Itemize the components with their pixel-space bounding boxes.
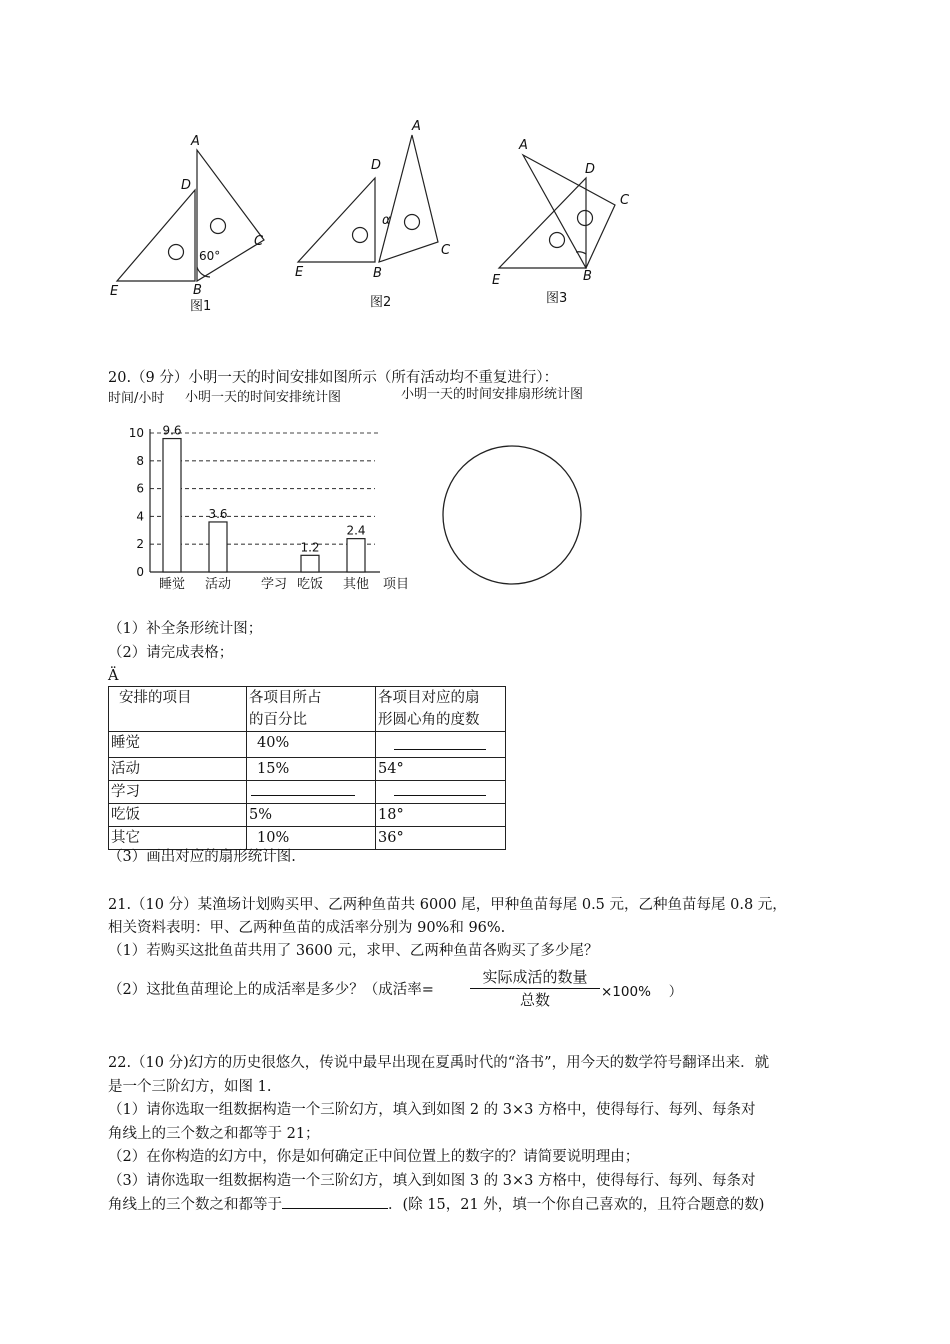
q22-sub2: （2）在你构造的幻方中，你是如何确定正中间位置上的数字的？请简要说明理由； [108,1149,640,1165]
table-cell: 吃饭 [109,804,247,827]
q22-sub3b-suffix: ．(除 15，21 外，填一个你自己喜欢的，且符合题意的数) [388,1197,765,1213]
bar [209,522,227,572]
fig3-label-b: B [583,269,592,284]
fig2-set-square-45 [298,178,375,262]
q21-sub1: （1）若购买这批鱼苗共用了 3600 元，求甲、乙两种鱼苗各购买了多少尾？ [108,943,599,959]
fig1-label-d: D [181,178,192,193]
q22-line2: 是一个三阶幻方，如图 1. [108,1079,272,1095]
fig3-label-d: D [585,162,596,177]
fig1-label-b: B [193,283,202,298]
x-category-label: 吃饭 [296,577,324,592]
table-header-row [109,687,506,732]
table-cell: 40% [247,732,376,758]
bar-value-label: 1.2 [300,540,320,555]
table-cell: 18° [376,804,506,827]
y-tick-label: 10 [128,426,144,440]
bar [163,439,181,572]
table-header-cell: 安排的项目 [109,687,247,732]
fig1-label-e: E [110,284,119,299]
fig3-caption: 图3 [546,291,568,306]
fig3-set-square-45 [499,178,586,268]
fig3-label-c: C [620,193,630,208]
q22-sub3b [108,1194,764,1215]
table-cell: 5% [247,804,376,827]
y-tick-label: 0 [136,565,144,579]
x-category-label: 睡觉 [158,577,186,592]
table-row [109,804,506,827]
q20-sub2: （2）请完成表格； [108,645,234,661]
bar-value-label: 3.6 [208,506,228,521]
triangle-figures [100,110,660,320]
table-row [109,732,506,758]
table-row [109,781,506,804]
x-category-label: 其他 [342,577,370,592]
y-tick-label: 2 [136,537,144,552]
fig3-label-e: E [492,273,501,288]
q20-stem: 20.（9 分）小明一天的时间安排如图所示（所有活动均不重复进行）： [108,370,559,386]
table-cell: 15% [247,758,376,781]
table-cell: 36° [376,827,506,850]
x-axis-name: 项目 [383,577,410,592]
q21-line2: 相关资料表明：甲、乙两种鱼苗的成活率分别为 90%和 96%. [108,920,506,936]
table-cell: 睡觉 [109,732,247,758]
fig2-label-a: A [412,119,421,134]
fig2-label-c: C [441,243,451,258]
q20-table [108,686,506,850]
empty-pie-circle [443,446,581,584]
table-header-cell: 各项目所占 的百分比 [247,687,376,732]
y-tick-label: 4 [136,509,144,524]
table-cell: 学习 [109,781,247,804]
fig2-label-e: E [295,265,304,280]
y-tick-label: 8 [136,453,144,468]
table-cell: 活动 [109,758,247,781]
fig2-set-square-30 [379,135,438,262]
table-cell-blank[interactable] [376,732,506,758]
table-cell: 其它 [109,827,247,850]
q21-line1: 21.（10 分）某渔场计划购买甲、乙两种鱼苗共 6000 尾，甲种鱼苗每尾 0.5 元，乙种鱼苗每尾 0.8 元， [108,897,787,913]
fig2-caption: 图2 [370,295,392,310]
stray-char: Ä [108,668,119,684]
table-cell: 10% [247,827,376,850]
q22-line1: 22.（10 分)幻方的历史很悠久，传说中最早出现在夏禹时代的“洛书”，用今天的数学符号翻译出来．就 [108,1055,770,1071]
fig3-set-square-30 [523,155,615,268]
bar-chart-ylabel: 时间/小时 [108,391,165,406]
fig1-set-square-45 [117,190,195,281]
q21-sub2-suffix: ×100% ） [601,984,683,1000]
fig2-angle-label: α [382,213,391,228]
bar-value-label: 2.4 [346,523,366,538]
fig1-angle-label: 60° [199,249,221,263]
fraction-numerator: 实际成活的数量 [482,968,588,986]
bar [347,539,365,572]
table-cell-blank[interactable] [247,781,376,804]
bar-value-label: 9.6 [162,423,182,438]
survival-rate-fraction [470,967,600,1010]
q22-sub1b: 角线上的三个数之和都等于 21； [108,1126,320,1142]
q20-sub1: （1）补全条形统计图； [108,621,263,637]
fig2-label-d: D [371,158,382,173]
q22-sub3b-prefix: 角线上的三个数之和都等于 [108,1197,282,1213]
table-cell-blank[interactable] [376,781,506,804]
table-row [109,758,506,781]
fig1-label-c: C [254,234,264,249]
fig1-caption: 图1 [190,299,212,314]
x-category-label: 活动 [204,577,232,592]
bar-chart-title: 小明一天的时间安排统计图 [185,390,342,405]
answer-blank[interactable] [282,1194,388,1209]
fig3-label-a: A [519,138,528,153]
y-tick-label: 6 [136,481,144,496]
q21-sub2-prefix: （2）这批鱼苗理论上的成活率是多少？（成活率= [108,982,434,998]
pie-chart-title: 小明一天的时间安排扇形统计图 [401,387,584,402]
x-category-label: 学习 [260,577,288,592]
fig2-label-b: B [373,266,382,281]
q20-sub3: （3）画出对应的扇形统计图. [108,849,296,865]
fraction-denominator: 总数 [519,991,550,1009]
q20-charts [100,382,620,600]
q22-sub3a: （3）请你选取一组数据构造一个三阶幻方，填入到如图 3 的 3×3 方格中，使得每行、每列、每条对 [108,1173,756,1189]
table-cell: 54° [376,758,506,781]
fig1-label-a: A [191,134,200,149]
bar [301,555,319,572]
q22-sub1a: （1）请你选取一组数据构造一个三阶幻方，填入到如图 2 的 3×3 方格中，使得每行、每列、每条对 [108,1102,756,1118]
table-header-cell: 各项目对应的扇 形圆心角的度数 [376,687,506,732]
